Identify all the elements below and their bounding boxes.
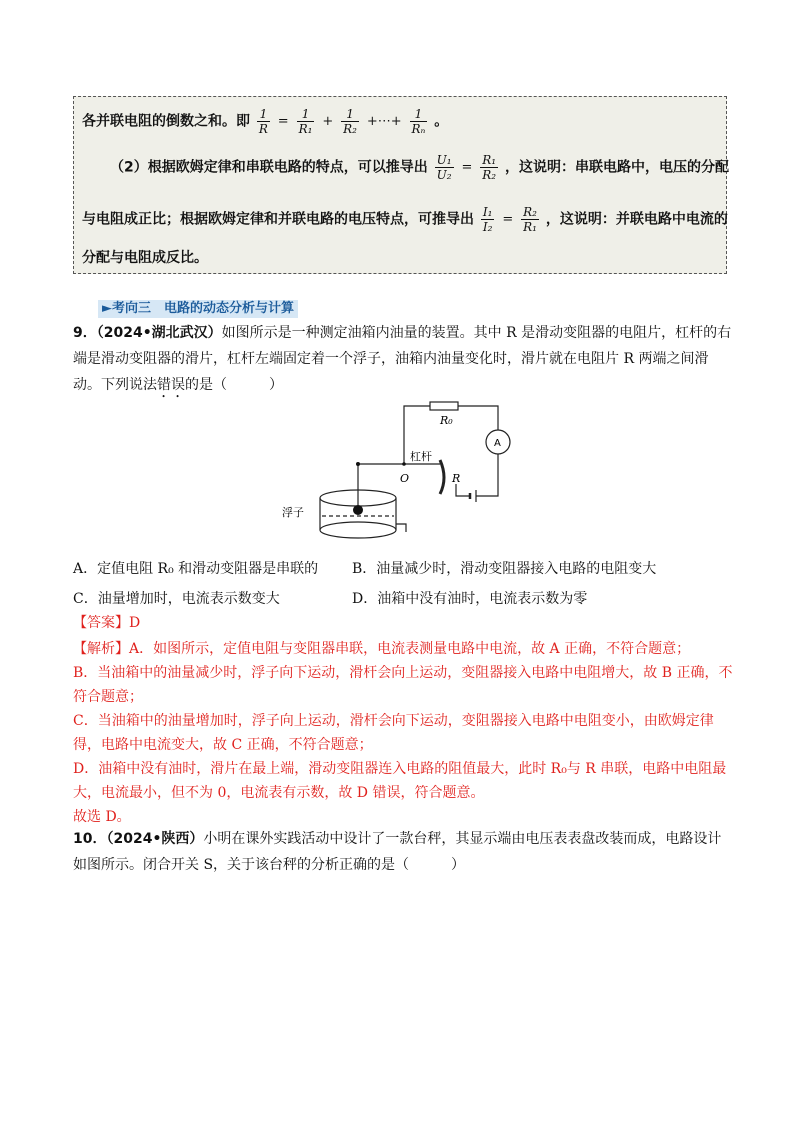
voltage-ratio-rhs: $\frac{\text{R₁}}{\text{R₂}}$ <box>482 153 497 182</box>
analysis-line-1: 【解析】A．如图所示，定值电阻与变阻器串联，电流表测量电路中电流，故 A 正确，不符合题意； <box>73 641 691 657</box>
analysis-line-7: 大，电流最小，但不为 0，电流表有示数，故 D 错误，符合题意。 <box>73 785 485 801</box>
faucet <box>396 524 406 532</box>
analysis-line-4: C．当油箱中的油量增加时，浮子向上运动，滑杆会向下运动，变阻器接入电路中电阻变小，由欧姆定律 <box>73 713 714 729</box>
float-ball <box>353 505 363 515</box>
lever-pivot-top <box>356 462 360 466</box>
note-line-1: 各并联电阻的倒数之和。即 $\frac{1}{R}$ = $\frac{1}{\text{R₁}}$ + $\frac{1}{\text{R₂}}$ +⋯+ $\frac{1}{\text{Rₙ}}$ 。 <box>82 107 449 136</box>
note-line-2: （2）根据欧姆定律和串联电路的特点，可以推导出 $\frac{\text{U₁}}{\text{U₂}}$ = $\frac{\text{R₁}}{\text{R₂}}$ ，这说明：串联电路中，电压的分配 <box>110 153 729 182</box>
wire-battery <box>456 484 470 496</box>
note-line-3: 与电阻成正比；根据欧姆定律和并联电路的电压特点，可推导出 $\frac{\text{I₁}}{\text{I₂}}$ = $\frac{\text{R₂}}{\text{R₁}}$ ，这说明：并联电路中电流的 <box>82 205 728 234</box>
choice-d: D．油箱中没有油时，电流表示数为零 <box>352 591 588 607</box>
circuit-diagram <box>280 398 520 548</box>
formula-term-1: $\frac{1}{\text{R₁}}$ <box>298 107 313 136</box>
formula-term-n: $\frac{1}{\text{Rₙ}}$ <box>411 107 426 136</box>
choice-b: B．油量减少时，滑动变阻器接入电路的电阻变大 <box>352 561 657 577</box>
analysis-line-5: 得，电路中电流变大，故 C 正确，不符合题意； <box>73 737 373 753</box>
analysis-line-3: 符合题意； <box>73 689 143 705</box>
section-tag: ►考向三 电路的动态分析与计算 <box>98 300 298 318</box>
lever <box>358 464 440 508</box>
answer-label: 【答案】D <box>73 615 141 631</box>
analysis-line-2: B．当油箱中的油量减少时，浮子向下运动，滑杆会向上运动，变阻器接入电路中电阻增大，故 B 正确，不 <box>73 665 733 681</box>
current-ratio-rhs: $\frac{\text{R₂}}{\text{R₁}}$ <box>523 205 537 234</box>
label-lever: 杠杆 <box>410 450 432 463</box>
analysis-line-6: D．油箱中没有油时，滑片在最上端，滑动变阻器连入电路的阻值最大，此时 R₀与 R 串联，电路中电阻最 <box>73 761 727 777</box>
current-ratio-lhs: $\frac{\text{I₁}}{\text{I₂}}$ <box>482 205 493 234</box>
label-r: R <box>452 472 461 485</box>
label-o: O <box>400 472 410 485</box>
rheostat-arc <box>440 460 444 494</box>
resistor-r0 <box>430 402 458 410</box>
choice-c: C．油量增加时，电流表示数变大 <box>73 591 280 607</box>
oil-gauge-circuit-figure <box>280 398 520 548</box>
note-text: 各并联电阻的倒数之和。即 <box>82 113 250 130</box>
pivot-o <box>402 462 406 466</box>
voltage-ratio-lhs: $\frac{\text{U₁}}{\text{U₂}}$ <box>436 153 452 182</box>
label-float: 浮子 <box>282 506 304 519</box>
wire-right <box>476 454 498 496</box>
tank-bottom <box>320 522 396 538</box>
formula-term-2: $\frac{1}{\text{R₂}}$ <box>343 107 357 136</box>
summary-note-box <box>73 96 727 274</box>
label-r0: R₀ <box>440 414 453 427</box>
formula-lhs: $\frac{1}{R}$ <box>258 107 268 136</box>
choice-a: A．定值电阻 R₀ 和滑动变阻器是串联的 <box>73 561 319 577</box>
note-line-4: 分配与电阻成反比。 <box>82 250 208 266</box>
question-10-stem: 10．（2024•陕西）小明在课外实践活动中设计了一款台秤，其显示端由电压表表盘改装而成，电路设计 如图所示。闭合开关 S，关于该台秤的分析正确的是（ ） <box>73 831 722 873</box>
label-ammeter: A <box>494 438 501 449</box>
question-9-stem: 9．（2024•湖北武汉）如图所示是一种测定油箱内油量的装置。其中 R 是滑动变阻器的电阻片，杠杆的右 端是滑动变阻器的滑片，杠杆左端固定着一个浮子，油箱内油量变化时，滑片就在电阻片 R 两端之间滑 动。下列说法错误的是（ ） <box>73 325 732 393</box>
analysis-line-8: 故选 D。 <box>73 809 131 825</box>
